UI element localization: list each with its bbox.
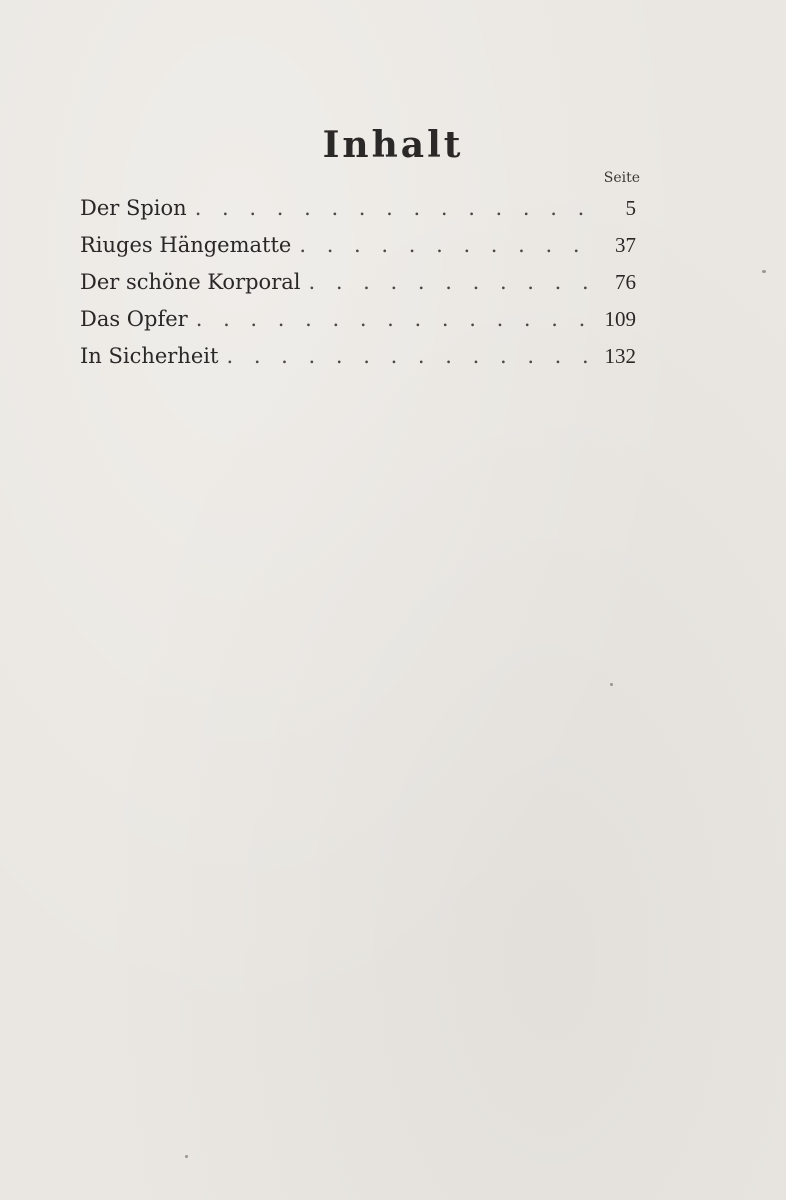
paper-speck: [762, 270, 766, 273]
paper-speck: [185, 1155, 188, 1158]
toc-entry-title: Das Opfer: [80, 307, 188, 331]
toc-entry-title: Der schöne Korporal: [80, 270, 301, 294]
toc-entry-page: 37: [615, 233, 636, 257]
toc-entry-page: 132: [604, 344, 636, 368]
toc-leader-dots: [299, 227, 596, 264]
toc-entry-title: In Sicherheit: [80, 344, 219, 368]
paper-speck: [610, 683, 613, 686]
toc-entry: [80, 338, 636, 375]
toc-leader-dots: [308, 264, 596, 301]
page-title: Inhalt: [322, 124, 464, 166]
page-column-label: Seite: [603, 170, 640, 186]
toc-leader-dots: [196, 301, 596, 338]
toc-entry: [80, 301, 636, 338]
toc-entry-page: 5: [625, 196, 636, 220]
toc-entry: [80, 264, 636, 301]
toc-entry-page: 109: [604, 307, 636, 331]
toc-entry: [80, 227, 636, 264]
toc-entry: [80, 190, 636, 227]
table-of-contents: [80, 190, 636, 375]
toc-leader-dots: [195, 190, 596, 227]
toc-entry-title: Riuges Hängematte: [80, 233, 292, 257]
toc-leader-dots: [226, 338, 596, 375]
toc-entry-title: Der Spion: [80, 196, 187, 220]
toc-entry-page: 76: [615, 270, 636, 294]
